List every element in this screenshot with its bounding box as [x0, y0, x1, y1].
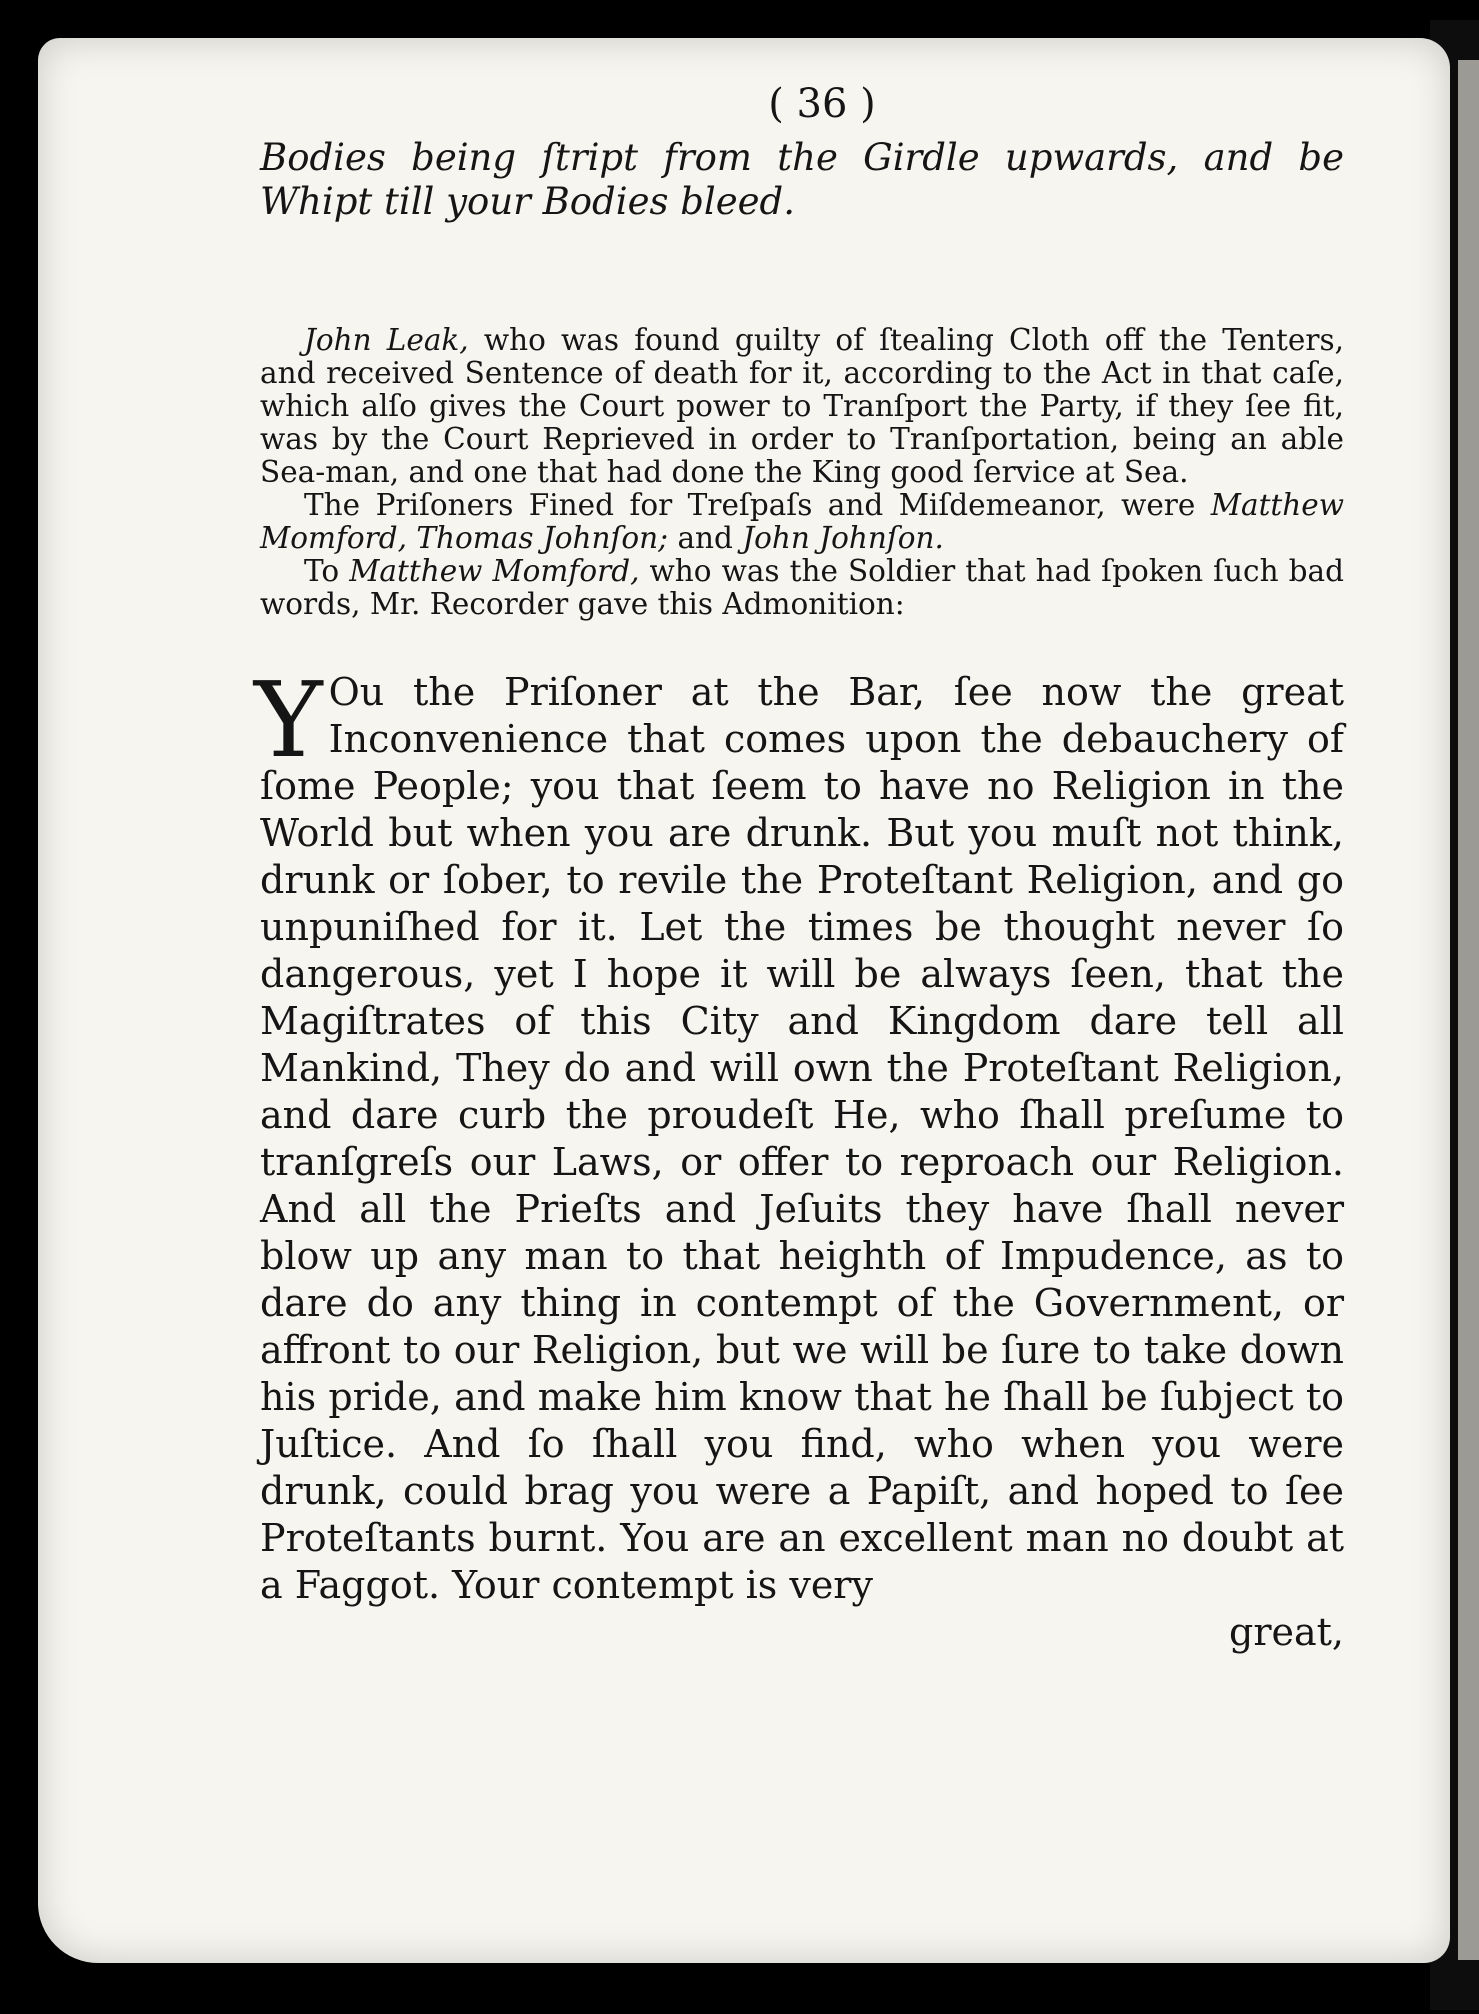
names-fined-1: Matthew Momford, Thomas Johnſon; [260, 488, 1344, 555]
paragraph-admonition-intro [260, 555, 1344, 621]
page-text [254, 80, 1344, 1656]
catchword: great, [1229, 1610, 1344, 1654]
drop-cap: Y [254, 659, 323, 781]
paragraph-prisoners-fined [260, 489, 1344, 555]
paragraph-john-leak-text: who was found guilty of ſtealing Cloth off the Tenters, and received Sentence of death for it, according to the Act in that caſe, which alſo gives the Court power to Tranſport the Party, if they ſee fit, was by the Court Reprieved in order to Tranſportation, being an able Sea-man, and one that had done the King good ſervice at Sea. [260, 323, 1344, 489]
name-matthew-momford: Matthew Momford, [349, 554, 640, 588]
adjacent-page-strip [1458, 60, 1479, 1960]
paragraph-fined-join: and [668, 521, 743, 555]
names-fined-2: John Johnſon. [742, 521, 944, 555]
admonition-text-2: who was the Soldier that had ſpoken ſuch bad words, Mr. Recorder gave this Admonition: [260, 554, 1344, 621]
page-number: ( 36 ) [768, 81, 876, 127]
paragraph-john-leak [260, 324, 1344, 489]
paragraph-fined-text: The Priſoners Fined for Treſpaſs and Miſdemeanor, were [304, 488, 1211, 522]
name-john-leak: John Leak, [304, 323, 469, 357]
admonition-text-1: To [304, 554, 350, 588]
recorder-admonition [254, 659, 1344, 1609]
opening-lines: Bodies being ſtript from the Girdle upwards, and be Whipt till your Bodies bleed. [260, 136, 1344, 223]
admonition-speech-text: Ou the Priſoner at the Bar, ſee now the great Inconvenience that comes upon the debauchery of ſome People; you that ſeem to have no Religion in the World but when you are drunk. But you muſt not think, drunk or ſober, to revile the Proteſtant Religion, and go unpuniſhed for it. Let the times be thought never ſo dangerous, yet I hope it will be always ſeen, that the Magiſtrates of this City and Kingdom dare tell all Mankind, They do and will own the Proteſtant Religion, and dare curb the proudeſt He, who ſhall preſume to tranſgreſs our Laws, or offer to reproach our Religion. And all the Prieſts and Jeſuits they have ſhall never blow up any man to that heighth of Impudence, as to dare do any thing in contempt of the Government, or affront to our Religion, but we will be ſure to take down his pride, and make him know that he ſhall be ſubject to Juſtice. And ſo ſhall you find, who when you were drunk, could brag you were a Papiſt, and hoped to ſee Proteſtants burnt. You are an excellent man no doubt at a Faggot. Your contempt is very [260, 670, 1344, 1607]
